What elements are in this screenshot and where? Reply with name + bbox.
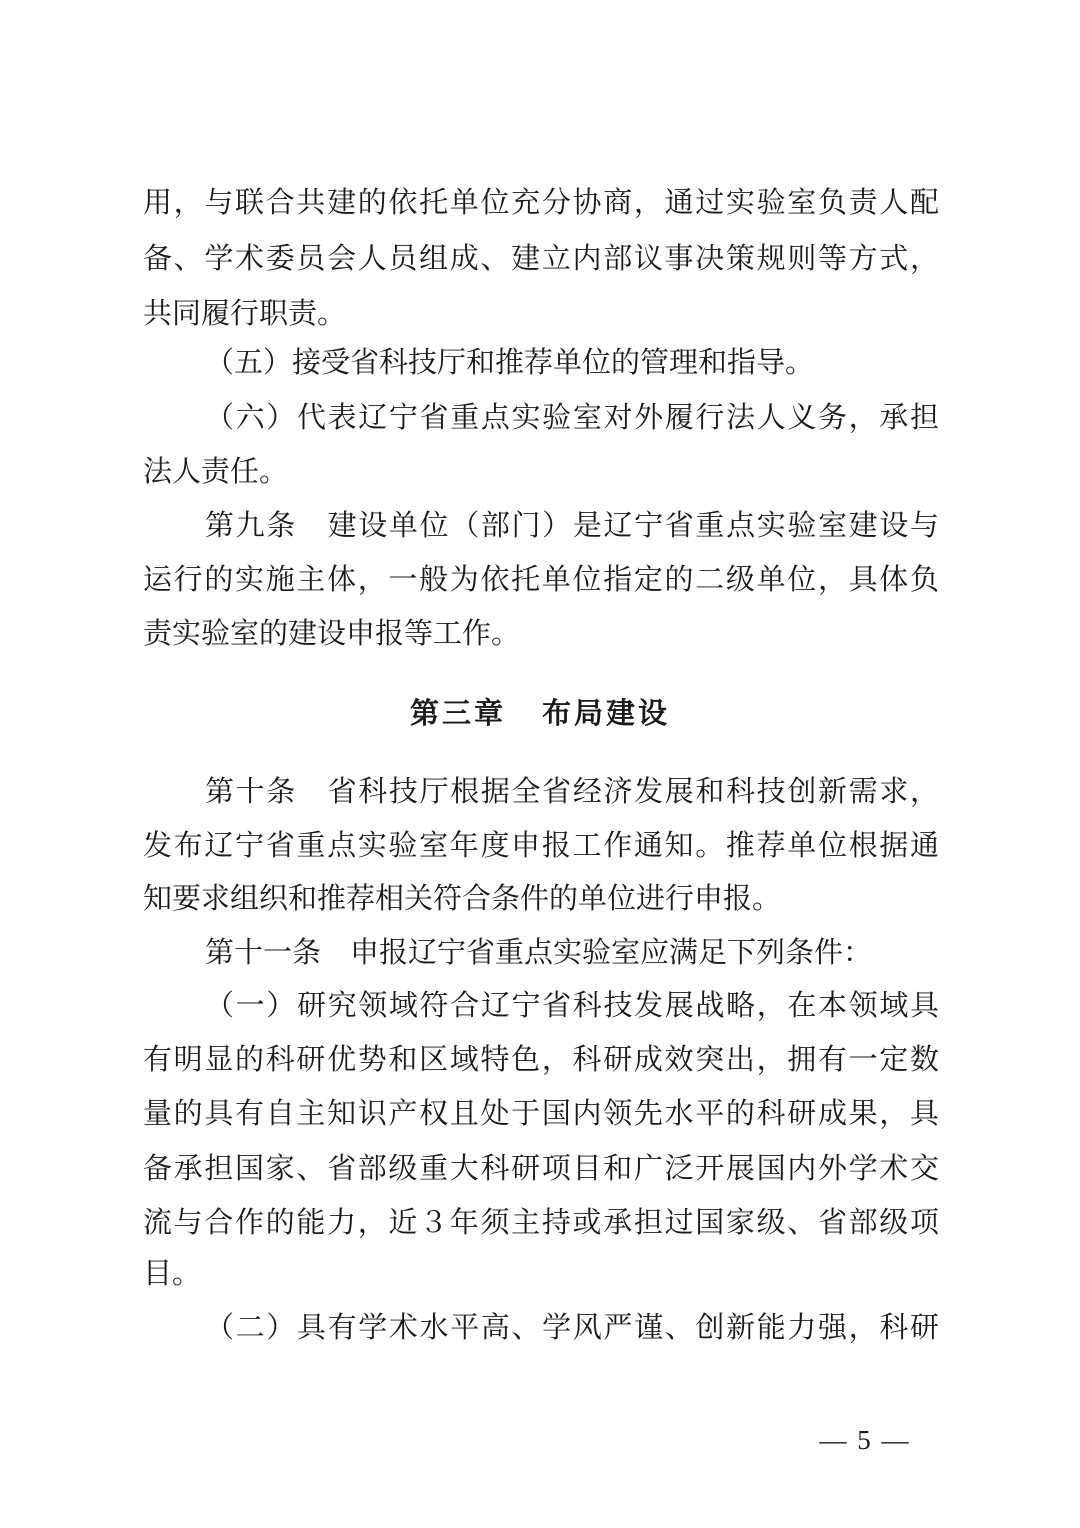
text-line: （六）代表辽宁省重点实验室对外履行法人义务，承担 <box>205 400 939 434</box>
text-line: 有明显的科研优势和区域特色，科研成效突出，拥有一定数 <box>143 1042 939 1076</box>
text-line: 法人责任。 <box>143 454 289 488</box>
chapter-heading <box>0 683 1080 743</box>
text-line: 第九条 建设单位（部门）是辽宁省重点实验室建设与 <box>205 508 939 542</box>
text-line: 知要求组织和推荐相关符合条件的单位进行申报。 <box>143 881 782 915</box>
text-line: 目。 <box>143 1256 202 1290</box>
text-line: 备承担国家、省部级重大科研项目和广泛开展国内外学术交 <box>143 1151 939 1185</box>
text-line: 用，与联合共建的依托单位充分协商，通过实验室负责人配 <box>143 185 939 219</box>
text-line: （二）具有学术水平高、学风严谨、创新能力强，科研 <box>205 1310 939 1344</box>
text-line: 共同履行职责。 <box>143 296 347 330</box>
text-line: 运行的实施主体，一般为依托单位指定的二级单位，具体负 <box>143 562 939 596</box>
page-number: — 5 — <box>819 1425 911 1455</box>
text-line: （五）接受省科技厅和推荐单位的管理和指导。 <box>205 345 815 379</box>
chapter-number: 第三章 <box>409 696 506 730</box>
text-line: 备、学术委员会人员组成、建立内部议事决策规则等方式， <box>143 241 939 275</box>
text-line: 第十一条 申报辽宁省重点实验室应满足下列条件： <box>205 935 873 969</box>
text-line: （一）研究领域符合辽宁省科技发展战略，在本领域具 <box>205 988 939 1022</box>
chapter-title: 布局建设 <box>542 696 671 730</box>
text-line: 第十条 省科技厅根据全省经济发展和科技创新需求， <box>205 774 939 808</box>
text-line: 量的具有自主知识产权且处于国内领先水平的科研成果，具 <box>143 1096 939 1130</box>
text-line: 发布辽宁省重点实验室年度申报工作通知。推荐单位根据通 <box>143 828 939 862</box>
text-line: 责实验室的建设申报等工作。 <box>143 616 521 650</box>
text-line: 流与合作的能力，近３年须主持或承担过国家级、省部级项 <box>143 1205 939 1239</box>
